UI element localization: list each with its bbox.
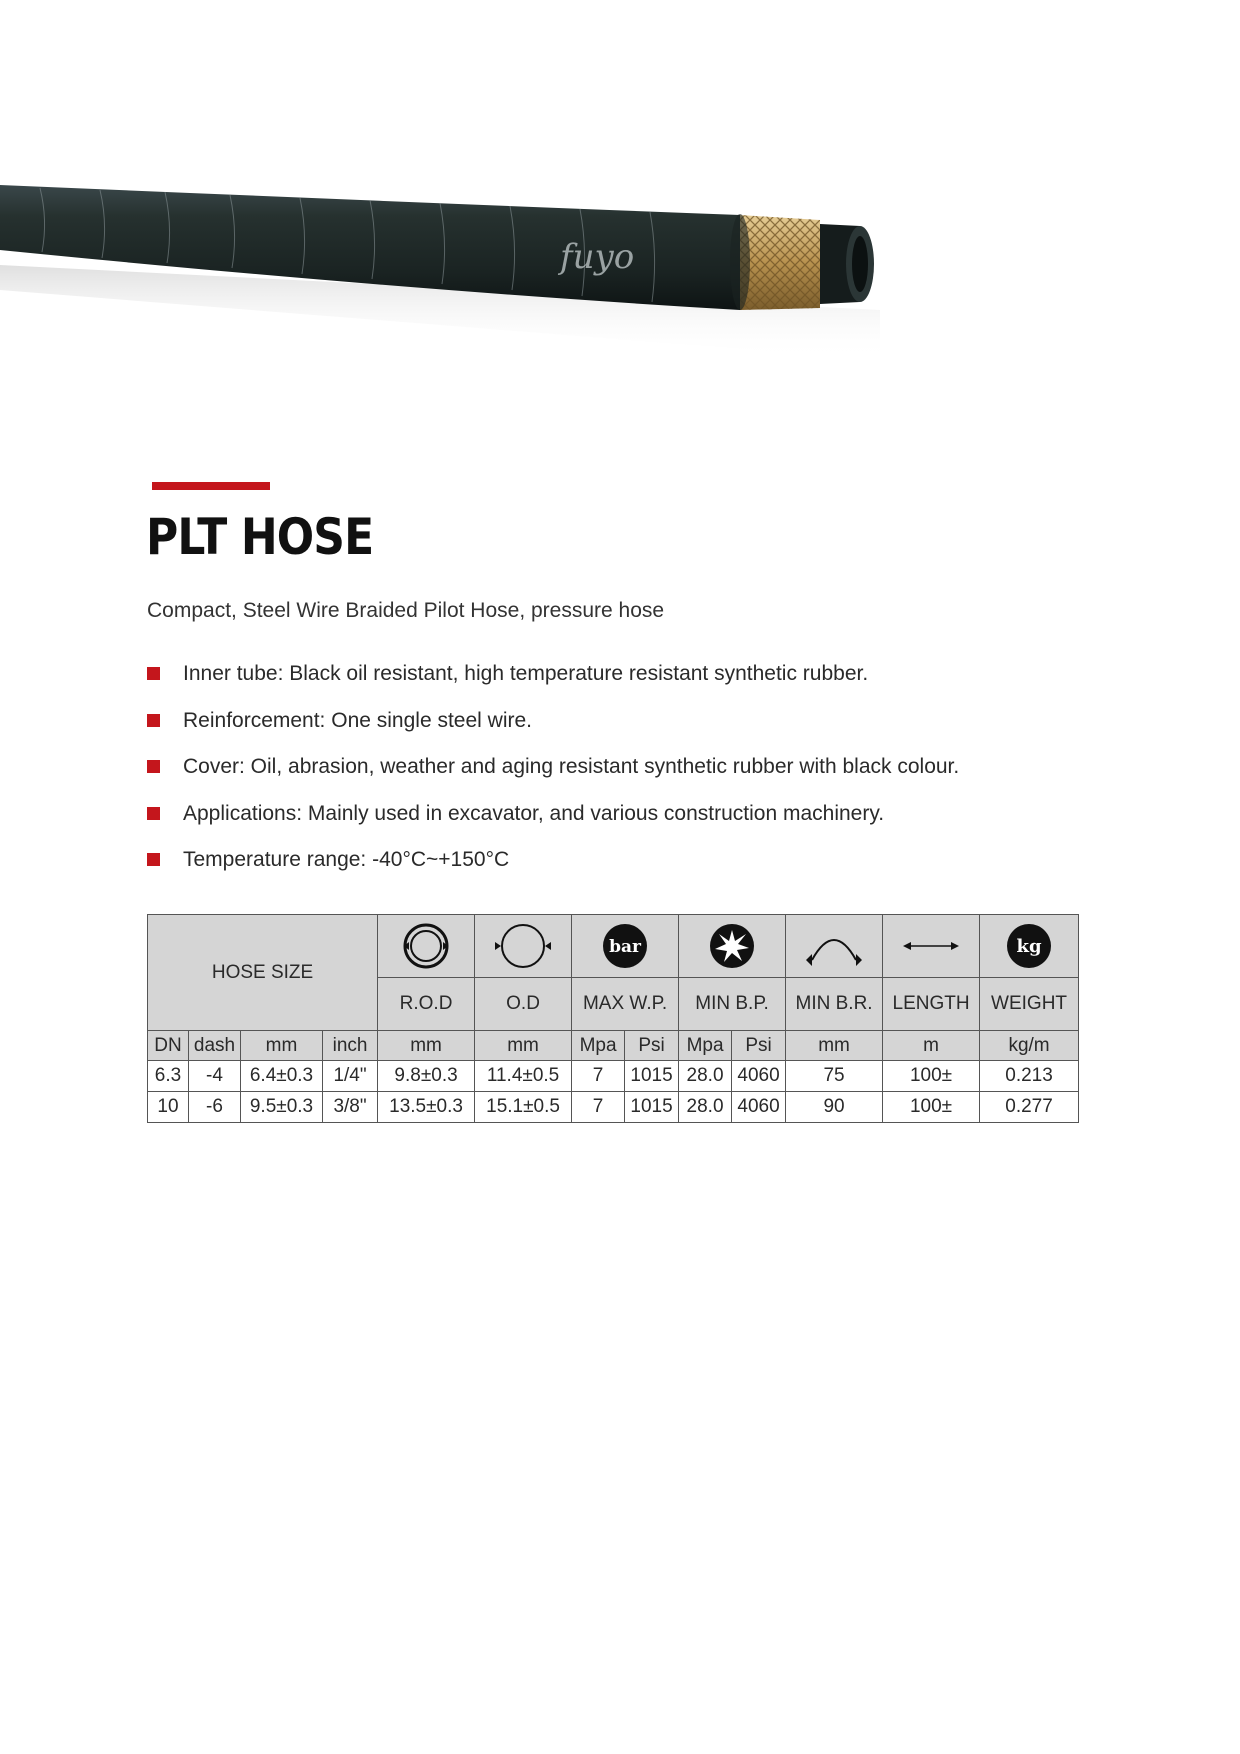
od-icon [487, 920, 559, 972]
unit-dn: DN [148, 1031, 189, 1061]
cell-br: 75 [786, 1061, 883, 1092]
bullet-icon [147, 714, 160, 727]
cell-length: 100± [883, 1092, 980, 1123]
cell-wp-psi: 1015 [625, 1092, 679, 1123]
cell-mm: 9.5±0.3 [241, 1092, 323, 1123]
bullet-icon [147, 667, 160, 680]
unit-weight: kg/m [980, 1031, 1079, 1061]
bend-radius-icon-cell [786, 915, 883, 978]
brand-logo: fuyo [560, 237, 635, 277]
od-icon-cell [475, 915, 572, 978]
unit-wp-mpa: Mpa [572, 1031, 625, 1061]
table-row [148, 1061, 1079, 1092]
burst-icon [708, 922, 756, 970]
unit-rod: mm [378, 1031, 475, 1061]
unit-mm: mm [241, 1031, 323, 1061]
page-subtitle: Compact, Steel Wire Braided Pilot Hose, pressure hose [147, 599, 665, 622]
unit-length: m [883, 1031, 980, 1061]
cell-wp-mpa: 7 [572, 1061, 625, 1092]
min-bp-label: MIN B.P. [679, 978, 786, 1031]
cell-inch: 1/4" [323, 1061, 378, 1092]
bullet-icon [147, 807, 160, 820]
bullet-icon [147, 853, 160, 866]
od-label: O.D [475, 978, 572, 1031]
cell-dash: -4 [189, 1061, 241, 1092]
length-icon [901, 936, 961, 956]
cell-bp-mpa: 28.0 [679, 1061, 732, 1092]
bend-radius-icon [798, 920, 870, 972]
hose-illustration [0, 160, 900, 380]
cell-od: 15.1±0.5 [475, 1092, 572, 1123]
kg-icon-cell [980, 915, 1079, 978]
cell-weight: 0.213 [980, 1061, 1079, 1092]
rod-icon-cell [378, 915, 475, 978]
feature-item [147, 749, 959, 796]
unit-inch: inch [323, 1031, 378, 1061]
max-wp-label: MAX W.P. [572, 978, 679, 1031]
cell-dn: 6.3 [148, 1061, 189, 1092]
cell-wp-psi: 1015 [625, 1061, 679, 1092]
kg-icon [1005, 922, 1053, 970]
rod-icon [400, 920, 452, 972]
feature-item [147, 842, 959, 889]
cell-bp-psi: 4060 [732, 1061, 786, 1092]
length-icon-cell [883, 915, 980, 978]
cell-inch: 3/8" [323, 1092, 378, 1123]
feature-item [147, 656, 959, 703]
unit-bp-psi: Psi [732, 1031, 786, 1061]
bar-icon-cell [572, 915, 679, 978]
spec-table [147, 914, 1079, 1123]
cell-rod: 9.8±0.3 [378, 1061, 475, 1092]
table-row [148, 1092, 1079, 1123]
bullet-icon [147, 760, 160, 773]
min-br-label: MIN B.R. [786, 978, 883, 1031]
page-title: PLT HOSE [146, 508, 374, 566]
title-accent-bar [152, 482, 270, 490]
cell-br: 90 [786, 1092, 883, 1123]
cell-weight: 0.277 [980, 1092, 1079, 1123]
rod-label: R.O.D [378, 978, 475, 1031]
length-label: LENGTH [883, 978, 980, 1031]
bar-icon [601, 922, 649, 970]
feature-list [147, 656, 959, 889]
cell-bp-psi: 4060 [732, 1092, 786, 1123]
unit-dash: dash [189, 1031, 241, 1061]
cell-mm: 6.4±0.3 [241, 1061, 323, 1092]
feature-item [147, 703, 959, 750]
unit-wp-psi: Psi [625, 1031, 679, 1061]
cell-dn: 10 [148, 1092, 189, 1123]
hose-image [0, 160, 900, 380]
cell-wp-mpa: 7 [572, 1092, 625, 1123]
unit-bp-mpa: Mpa [679, 1031, 732, 1061]
cell-length: 100± [883, 1061, 980, 1092]
unit-br: mm [786, 1031, 883, 1061]
cell-dash: -6 [189, 1092, 241, 1123]
hose-size-header: HOSE SIZE [148, 915, 378, 1031]
feature-text: Temperature range: -40°C~+150°C [183, 848, 510, 871]
weight-label: WEIGHT [980, 978, 1079, 1031]
kg-icon-text: kg [1016, 936, 1042, 957]
feature-text: Applications: Mainly used in excavator, and various construction machinery. [183, 801, 885, 825]
bar-icon-text: bar [609, 937, 641, 957]
cell-od: 11.4±0.5 [475, 1061, 572, 1092]
cell-bp-mpa: 28.0 [679, 1092, 732, 1123]
burst-icon-cell [679, 915, 786, 978]
feature-text: Reinforcement: One single steel wire. [183, 708, 532, 732]
feature-text: Inner tube: Black oil resistant, high temperature resistant synthetic rubber. [183, 662, 869, 685]
feature-item [147, 796, 959, 843]
cell-rod: 13.5±0.3 [378, 1092, 475, 1123]
unit-od: mm [475, 1031, 572, 1061]
feature-text: Cover: Oil, abrasion, weather and aging resistant synthetic rubber with black colour. [183, 755, 960, 778]
